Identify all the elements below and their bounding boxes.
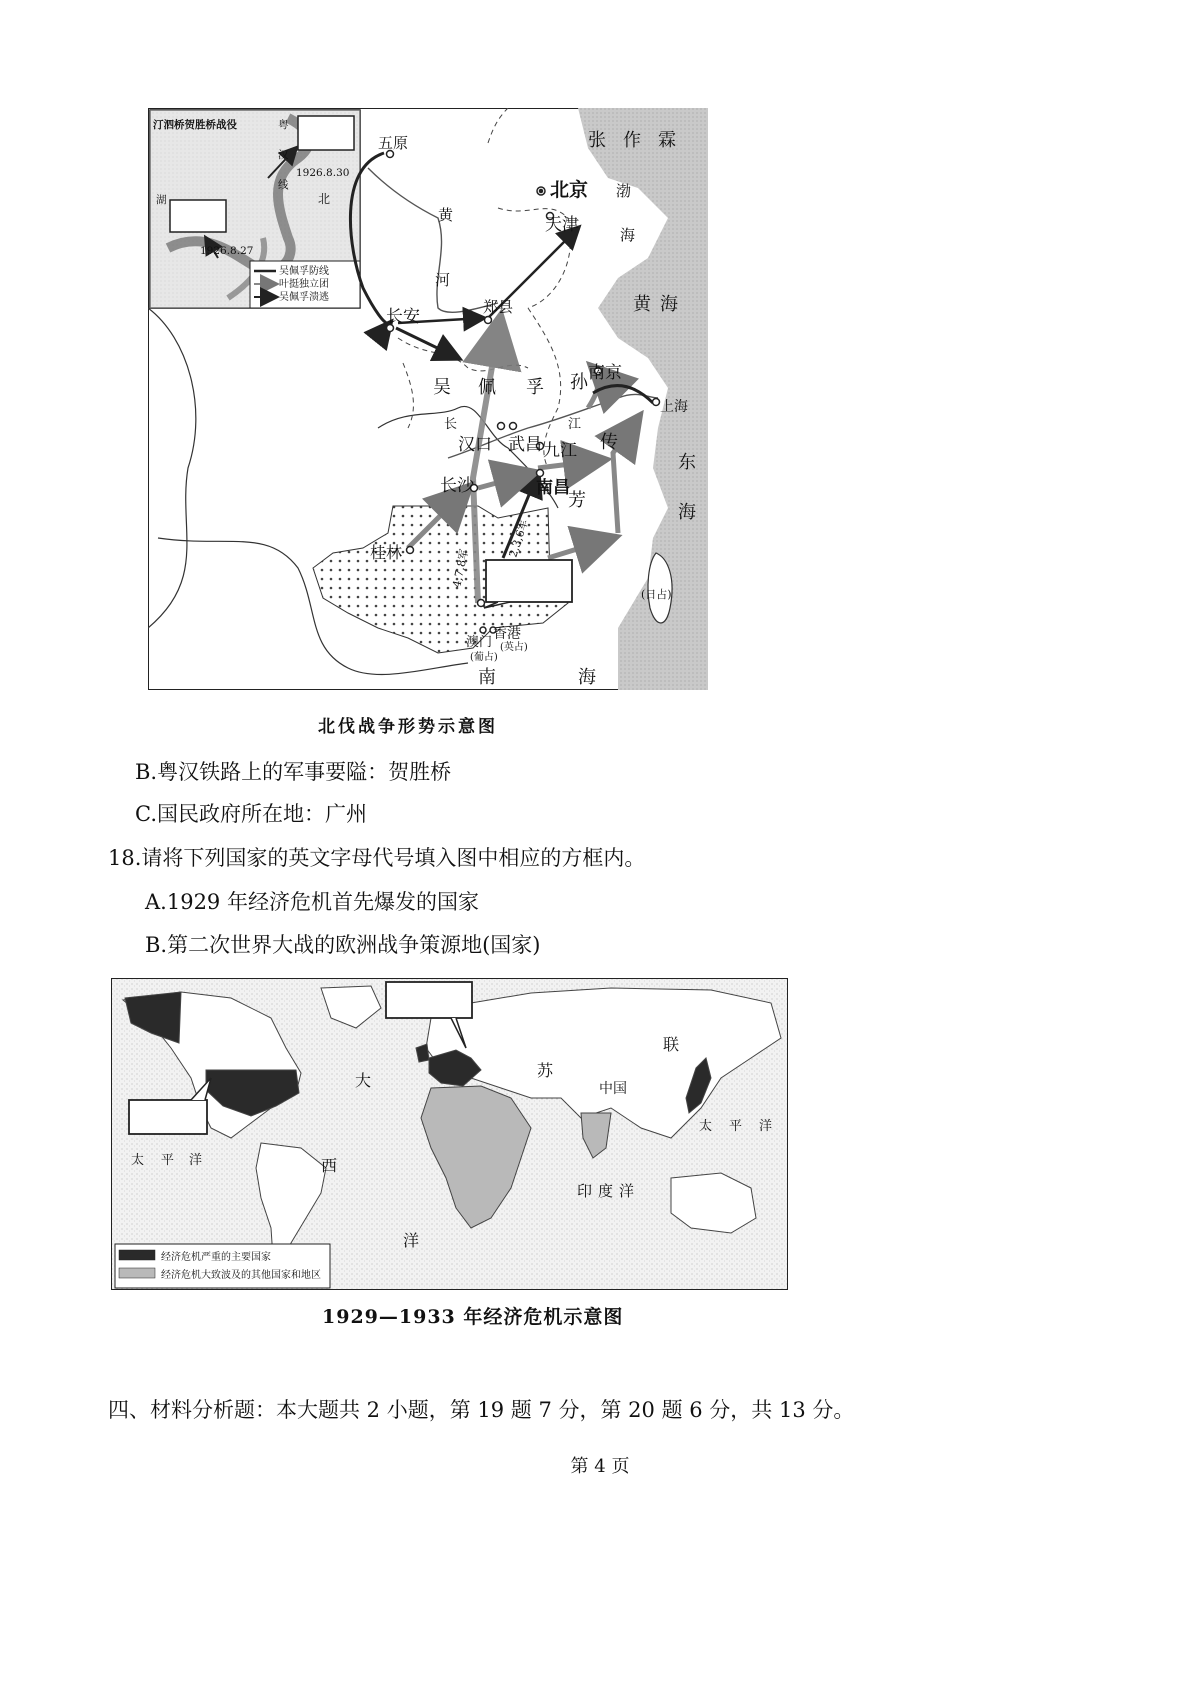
place-xianggang: 香港 — [493, 626, 521, 642]
north-map-caption: 北伐战争形势示意图 — [318, 717, 498, 737]
main-answer-box[interactable] — [486, 560, 572, 602]
inset-date-upper: 1926.8.30 — [296, 167, 350, 179]
label-yang-right: 洋 — [759, 1119, 773, 1134]
legend-swatch-affected — [119, 1268, 155, 1278]
world-crisis-map-svg — [111, 978, 788, 1290]
region-zhang: 张 — [588, 130, 606, 151]
river-huang: 黄 — [438, 206, 454, 224]
place-changsha: 长沙 — [440, 476, 474, 496]
label-tai-right: 太 — [699, 1119, 713, 1134]
inset-legend-1: 吴佩孚防线 — [279, 266, 329, 277]
region-sun: 孙 — [570, 372, 588, 393]
legend-severe-label: 经济危机严重的主要国家 — [161, 1252, 271, 1263]
label-zhongguo: 中国 — [599, 1081, 627, 1097]
place-nanjing: 南京 — [588, 363, 622, 383]
world-map-caption: 1929—1933 年经济危机示意图 — [322, 1306, 624, 1328]
sea-nanhai-hai: 海 — [578, 667, 596, 688]
place-taiwan-note: (日占) — [641, 588, 672, 601]
inset-date-lower: 1926.8.27 — [200, 245, 254, 257]
inset-answer-box-lower[interactable] — [170, 200, 226, 232]
question-18-stem: 18.请将下列国家的英文字母代号填入图中相应的方框内。 — [108, 846, 646, 870]
label-da: 大 — [355, 1071, 372, 1090]
option-b: B.粤汉铁路上的军事要隘：贺胜桥 — [135, 760, 452, 784]
place-changan: 长安 — [386, 307, 420, 327]
place-aomen-note: (葡占) — [470, 652, 498, 663]
sea-huanghai-hai: 海 — [660, 294, 678, 315]
place-wuchang: 武昌 — [508, 435, 542, 455]
northern-expedition-map — [148, 108, 708, 690]
sea-nan: 南 — [478, 667, 496, 688]
inset-title: 汀泗桥贺胜桥战役 — [153, 119, 237, 131]
inset-label-bei: 北 — [318, 192, 331, 206]
place-aomen: 澳门 — [466, 635, 493, 650]
place-hankou: 汉口 — [458, 435, 492, 455]
sea-huang: 黄 — [633, 294, 651, 315]
region-fang: 芳 — [568, 490, 586, 511]
place-shanghai: 上海 — [660, 399, 688, 415]
page-footer: 第 4 页 — [570, 1456, 630, 1477]
inset-label-han: 汉 — [278, 149, 289, 161]
place-xianggang-note: (英占) — [500, 642, 528, 653]
place-nanchang: 南昌 — [536, 478, 570, 498]
world-map-legend — [115, 1244, 330, 1288]
sea-bohai-hai: 海 — [620, 226, 636, 244]
river-he: 河 — [435, 271, 451, 289]
place-beijing: 北京 — [550, 179, 589, 201]
inset-label-xian: 线 — [278, 179, 289, 191]
place-jiujiang: 九江 — [543, 441, 577, 461]
region-chuan: 传 — [600, 432, 618, 453]
inset-label-hu: 湖 — [156, 194, 167, 206]
place-wuyuan: 五原 — [378, 134, 409, 152]
label-xi: 西 — [321, 1156, 338, 1175]
label-tai-left: 太 — [131, 1153, 145, 1168]
northern-expedition-map-svg — [148, 108, 708, 690]
section-4-heading: 四、材料分析题：本大题共 2 小题，第 19 题 7 分，第 20 题 6 分，共 13 分。 — [108, 1398, 855, 1422]
army-label-236: 2,3,6军 — [506, 517, 531, 559]
sea-dong: 东 — [678, 452, 696, 473]
inset-legend-2: 叶挺独立团 — [279, 279, 329, 290]
label-su: 苏 — [537, 1061, 554, 1080]
region-lin: 霖 — [658, 130, 676, 151]
world-crisis-map — [111, 978, 788, 1290]
label-ping-left: 平 — [161, 1153, 175, 1168]
army-label-478: 4,7,8军 — [450, 547, 472, 589]
answer-box-europe[interactable] — [386, 982, 472, 1018]
question-18-option-a: A.1929 年经济危机首先爆发的国家 — [145, 890, 479, 914]
legend-affected-label: 经济危机大致波及的其他国家和地区 — [161, 1270, 321, 1281]
sea-bo: 渤 — [616, 182, 632, 200]
legend-swatch-severe — [119, 1250, 155, 1260]
place-guilin: 桂林 — [370, 543, 403, 562]
region-wu: 吴 — [433, 377, 451, 398]
answer-box-america[interactable] — [129, 1100, 207, 1134]
inset-answer-box-upper[interactable] — [298, 116, 354, 150]
inset-legend-3: 吴佩孚溃逃 — [279, 292, 329, 303]
region-zuo: 作 — [623, 130, 641, 151]
region-fu: 孚 — [526, 377, 544, 398]
label-yinduyang: 印度洋 — [577, 1182, 641, 1200]
label-lian: 联 — [663, 1035, 680, 1054]
place-tianjin: 天津 — [545, 215, 579, 235]
question-18-option-b: B.第二次世界大战的欧洲战争策源地(国家) — [145, 933, 541, 957]
place-zhengxian: 郑县 — [483, 298, 514, 316]
sea-donghai-hai: 海 — [678, 502, 696, 523]
label-yang-left: 洋 — [189, 1153, 203, 1168]
river-jiang: 江 — [568, 417, 582, 432]
inset-label-yue: 粤 — [278, 119, 289, 131]
label-yang: 洋 — [403, 1231, 420, 1250]
option-c: C.国民政府所在地：广州 — [135, 802, 367, 826]
label-ping-right: 平 — [729, 1119, 743, 1134]
river-chang: 长 — [444, 417, 458, 432]
region-pei: 佩 — [478, 377, 496, 398]
